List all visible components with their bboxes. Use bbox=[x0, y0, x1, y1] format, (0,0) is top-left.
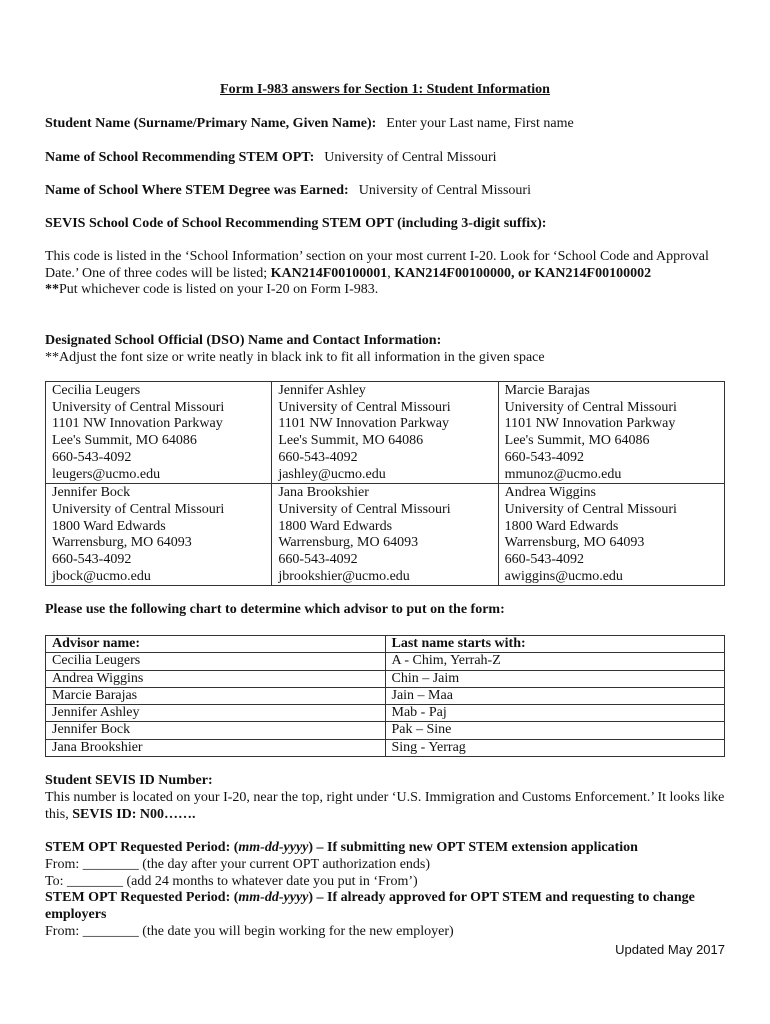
dso-cell bbox=[498, 484, 724, 586]
opt-change-from: From: ________ (the date you will begin working for the new employer) bbox=[45, 924, 454, 939]
advisor-table bbox=[45, 635, 725, 757]
dso-street: 1101 NW Innovation Parkway bbox=[278, 416, 450, 432]
opt-new-from: From: ________ (the day after your current OPT authorization ends) bbox=[45, 857, 431, 872]
advisor-name-cell: Marcie Barajas bbox=[46, 687, 386, 704]
advisor-name-cell: Andrea Wiggins bbox=[46, 670, 386, 687]
sevis-id-text: This number is located on your I-20, near the top, right under ‘U.S. Immigration and Customs Enforcement.’ It looks like this, bbox=[45, 790, 725, 822]
dso-name: Jennifer Ashley bbox=[278, 383, 366, 398]
dso-org: University of Central Missouri bbox=[52, 399, 225, 415]
opt-new-label-a: STEM OPT Requested Period: ( bbox=[45, 840, 239, 855]
table-row bbox=[46, 653, 725, 670]
dso-org: University of Central Missouri bbox=[504, 399, 677, 415]
opt-change-heading bbox=[45, 890, 725, 923]
opt-new-heading bbox=[45, 840, 638, 856]
sevis-id-example: SEVIS ID: N00……. bbox=[72, 806, 196, 822]
document-title: Form I-983 answers for Section 1: Student Information bbox=[220, 82, 550, 97]
sevis-code-note: Put whichever code is listed on your I-20 on Form I-983. bbox=[59, 282, 379, 297]
student-name-label: Student Name (Surname/Primary Name, Given Name): bbox=[45, 116, 377, 131]
school-recommending-line bbox=[45, 150, 497, 166]
advisor-chart-heading: Please use the following chart to determine which advisor to put on the form: bbox=[45, 602, 505, 617]
dso-phone: 660-543-4092 bbox=[52, 552, 132, 568]
advisor-name-cell: Jennifer Bock bbox=[46, 722, 386, 739]
dso-cell bbox=[46, 484, 272, 586]
dso-email: jbock@ucmo.edu bbox=[52, 568, 151, 584]
dso-street: 1800 Ward Edwards bbox=[504, 518, 619, 534]
dso-name: Marcie Barajas bbox=[504, 383, 590, 398]
dso-street: 1101 NW Innovation Parkway bbox=[52, 416, 223, 432]
dso-name: Jana Brookshier bbox=[278, 485, 369, 501]
advisor-table-header bbox=[46, 636, 725, 653]
range-cell: Pak – Sine bbox=[385, 722, 725, 739]
range-cell: Mab - Paj bbox=[385, 705, 725, 722]
range-cell: Jain – Maa bbox=[385, 687, 725, 704]
dso-org: University of Central Missouri bbox=[278, 501, 451, 517]
dso-name: Jennifer Bock bbox=[52, 485, 131, 501]
sevis-id-label: Student SEVIS ID Number: bbox=[45, 773, 213, 788]
dso-email: mmunoz@ucmo.edu bbox=[504, 466, 622, 482]
dso-city: Warrensburg, MO 64093 bbox=[504, 535, 645, 551]
dso-note: **Adjust the font size or write neatly in black ink to fit all information in the given space bbox=[45, 350, 545, 365]
table-row bbox=[46, 722, 725, 739]
dso-org: University of Central Missouri bbox=[278, 399, 451, 415]
school-degree-label: Name of School Where STEM Degree was Earned: bbox=[45, 183, 349, 198]
school-degree-value: University of Central Missouri bbox=[358, 183, 531, 198]
advisor-name-cell: Jana Brookshier bbox=[46, 739, 386, 756]
dso-name: Andrea Wiggins bbox=[504, 485, 596, 501]
student-name-value: Enter your Last name, First name bbox=[386, 116, 574, 131]
dso-row bbox=[46, 484, 725, 586]
dso-street: 1800 Ward Edwards bbox=[278, 518, 393, 534]
dso-table bbox=[45, 381, 725, 586]
dso-street: 1800 Ward Edwards bbox=[52, 518, 166, 534]
dso-cell bbox=[498, 382, 724, 484]
table-row bbox=[46, 670, 725, 687]
sevis-code-label: SEVIS School Code of School Recommending STEM OPT (including 3-digit suffix): bbox=[45, 216, 547, 231]
dso-org: University of Central Missouri bbox=[52, 501, 225, 517]
dso-phone: 660-543-4092 bbox=[504, 552, 584, 568]
range-cell: Sing - Yerrag bbox=[385, 739, 725, 756]
school-degree-line bbox=[45, 183, 531, 199]
student-name-line bbox=[45, 116, 574, 132]
dso-street: 1101 NW Innovation Parkway bbox=[504, 416, 676, 432]
range-cell: Chin – Jaim bbox=[385, 670, 725, 687]
school-recommending-value: University of Central Missouri bbox=[324, 150, 497, 165]
sevis-code-text: This code is listed in the ‘School Information’ section on your most current I-20. Look for ‘School Code and Approval Date.’ One of three codes will be listed; bbox=[45, 249, 709, 281]
dso-cell bbox=[272, 382, 498, 484]
dso-city: Lee's Summit, MO 64086 bbox=[504, 433, 650, 449]
sevis-id-description bbox=[45, 790, 725, 823]
dso-email: leugers@ucmo.edu bbox=[52, 466, 161, 482]
dso-cell bbox=[272, 484, 498, 586]
dso-email: jashley@ucmo.edu bbox=[278, 466, 386, 482]
opt-new-to: To: ________ (add 24 months to whatever date you put in ‘From’) bbox=[45, 874, 418, 889]
dso-city: Lee's Summit, MO 64086 bbox=[52, 433, 197, 449]
sevis-code-separator: , bbox=[387, 265, 395, 281]
advisor-name-cell: Cecilia Leugers bbox=[46, 653, 386, 670]
dso-org: University of Central Missouri bbox=[504, 501, 677, 517]
dso-email: awiggins@ucmo.edu bbox=[504, 568, 623, 584]
table-row bbox=[46, 739, 725, 756]
dso-heading: Designated School Official (DSO) Name and Contact Information: bbox=[45, 333, 442, 348]
table-row bbox=[46, 687, 725, 704]
opt-new-date-format: mm-dd-yyyy bbox=[238, 840, 309, 855]
range-cell: A - Chim, Yerrah-Z bbox=[385, 653, 725, 670]
dso-city: Warrensburg, MO 64093 bbox=[52, 535, 192, 551]
advisor-name-cell: Jennifer Ashley bbox=[46, 705, 386, 722]
table-row bbox=[46, 705, 725, 722]
dso-email: jbrookshier@ucmo.edu bbox=[278, 568, 410, 584]
dso-cell bbox=[46, 382, 272, 484]
sevis-note-prefix: ** bbox=[45, 282, 59, 297]
dso-city: Warrensburg, MO 64093 bbox=[278, 535, 419, 551]
dso-phone: 660-543-4092 bbox=[278, 552, 358, 568]
dso-phone: 660-543-4092 bbox=[504, 449, 584, 465]
dso-row bbox=[46, 382, 725, 484]
sevis-code-2: KAN214F00100000, or KAN214F00100002 bbox=[394, 265, 652, 281]
advisor-col-header: Advisor name: bbox=[46, 636, 386, 653]
range-col-header: Last name starts with: bbox=[385, 636, 725, 653]
opt-change-date-format: mm-dd-yyyy bbox=[238, 890, 309, 905]
sevis-code-1: KAN214F00100001 bbox=[270, 265, 388, 281]
opt-new-label-b: ) – If submitting new OPT STEM extension application bbox=[308, 840, 638, 855]
dso-phone: 660-543-4092 bbox=[278, 449, 358, 465]
school-recommending-label: Name of School Recommending STEM OPT: bbox=[45, 150, 315, 165]
opt-change-label-a: STEM OPT Requested Period: ( bbox=[45, 890, 239, 905]
updated-date: Updated May 2017 bbox=[615, 942, 725, 957]
dso-city: Lee's Summit, MO 64086 bbox=[278, 433, 424, 449]
opt-change-label-b: ) – If already approved for OPT STEM and requesting to change employers bbox=[45, 890, 695, 922]
dso-name: Cecilia Leugers bbox=[52, 383, 141, 398]
sevis-code-description bbox=[45, 249, 725, 299]
dso-phone: 660-543-4092 bbox=[52, 449, 132, 465]
